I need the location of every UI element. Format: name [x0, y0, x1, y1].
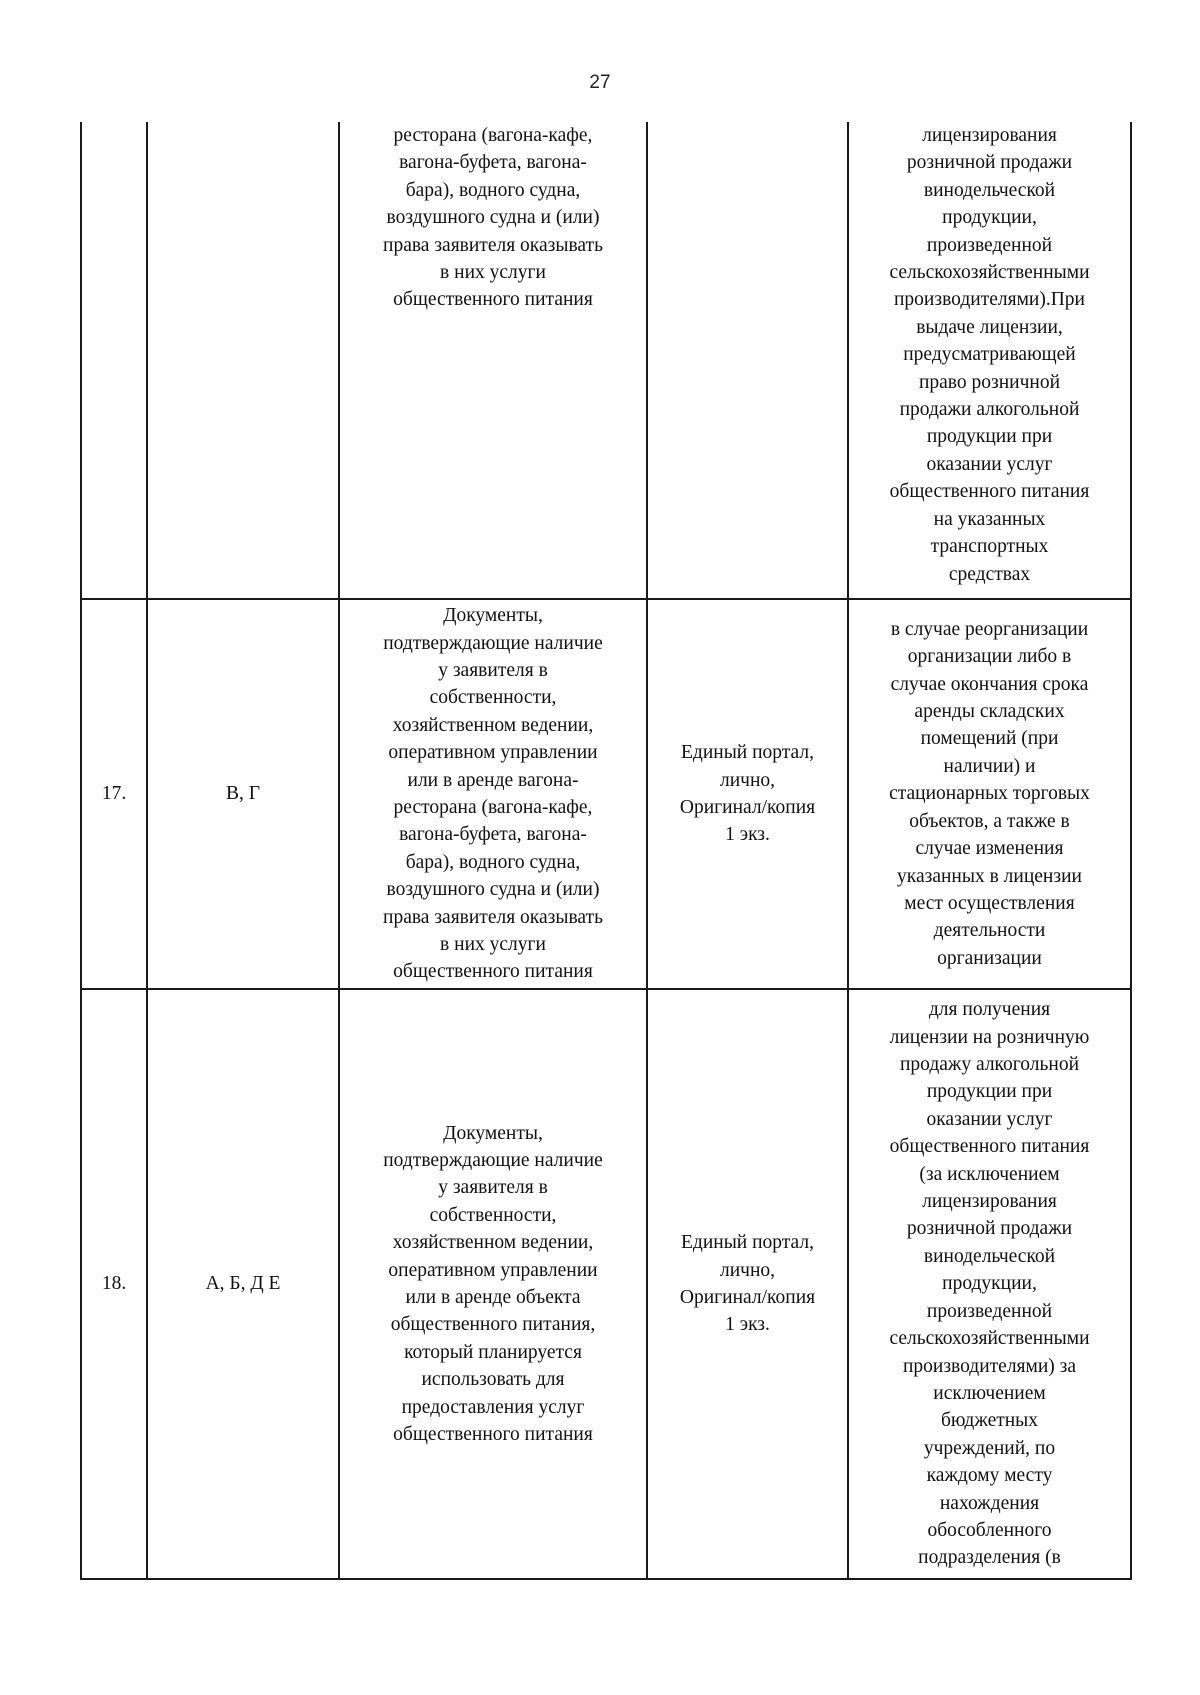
- submission-condition-line: аренды складских: [914, 701, 1065, 723]
- submission-condition-cell: [848, 122, 1131, 599]
- document-name-line: хозяйственном ведении,: [392, 714, 594, 736]
- submission-condition-line: продукции,: [942, 1273, 1037, 1295]
- submission-method-line: Оригинал/копия: [679, 797, 816, 818]
- submission-condition-line: лицензирования: [922, 125, 1057, 146]
- row-number: 17.: [101, 783, 127, 805]
- document-name-line: собственности,: [429, 1204, 557, 1226]
- submission-condition-line: производителями) за: [902, 1355, 1077, 1377]
- submission-condition-line: предусматривающей: [903, 344, 1076, 366]
- submission-method-line: Единый портал,: [681, 742, 814, 764]
- document-name-line: Документы,: [443, 605, 543, 627]
- applicant-codes-cell: [147, 122, 339, 599]
- document-name-line: или в аренде вагона-: [407, 769, 579, 791]
- document-name-line: ресторана (вагона-кафе,: [393, 797, 593, 818]
- document-name-cell: [339, 122, 647, 599]
- document-name-line: вагона-буфета, вагона-: [399, 152, 587, 174]
- submission-method-line: 1 экз.: [725, 824, 770, 846]
- submission-condition-line: организации: [937, 947, 1042, 969]
- submission-condition-line: лицензии на розничную: [889, 1026, 1090, 1048]
- submission-condition-line: в случае реорганизации: [890, 618, 1089, 640]
- submission-condition-line: каждому месту: [926, 1465, 1053, 1487]
- document-name-line: хозяйственном ведении,: [392, 1232, 594, 1254]
- document-name-line: оперативном управлении: [388, 742, 598, 764]
- submission-condition-line: винодельческой: [923, 179, 1056, 201]
- document-name-line: в них услуги: [440, 262, 546, 284]
- document-name-line: или в аренде объекта: [405, 1287, 581, 1308]
- submission-method-cell: [647, 599, 848, 989]
- submission-condition-line: право розничной: [918, 371, 1061, 393]
- row-number: 18.: [101, 1273, 127, 1295]
- submission-condition-line: бюджетных: [940, 1410, 1039, 1432]
- submission-condition-line: розничной продажи: [906, 1218, 1073, 1240]
- submission-condition-line: розничной продажи: [906, 152, 1073, 174]
- submission-method-line: лично,: [719, 1259, 776, 1281]
- submission-condition-line: объектов, а также в: [909, 810, 1070, 832]
- submission-condition-line: на указанных: [933, 508, 1046, 530]
- submission-method-cell: [647, 989, 848, 1579]
- submission-condition-line: наличии) и: [943, 755, 1036, 777]
- submission-method-line: лично,: [719, 769, 776, 791]
- submission-condition-line: стационарных торговых: [889, 783, 1090, 805]
- document-name-line: общественного питания: [393, 961, 593, 983]
- submission-condition-line: произведенной: [926, 234, 1053, 256]
- submission-condition-line: продажу алкогольной: [899, 1054, 1080, 1076]
- document-name-line: предоставления услуг: [401, 1396, 585, 1418]
- submission-condition-line: подразделения (в: [918, 1547, 1061, 1569]
- document-name-line: общественного питания: [393, 1424, 593, 1446]
- submission-condition-line: сельскохозяйственными: [889, 1328, 1090, 1350]
- submission-condition-line: случае окончания срока: [890, 673, 1089, 695]
- applicant-codes-cell: [147, 989, 339, 1579]
- submission-method-line: Единый портал,: [681, 1232, 814, 1254]
- document-name-cell: [339, 989, 647, 1579]
- document-name-line: воздушного судна и (или): [386, 207, 600, 229]
- document-name-line: Документы,: [443, 1122, 543, 1144]
- row-number-cell: [81, 989, 147, 1579]
- submission-condition-line: мест осуществления: [904, 892, 1075, 914]
- submission-condition-line: продукции при: [926, 426, 1053, 448]
- submission-condition-line: указанных в лицензии: [897, 865, 1082, 887]
- row-number-cell: [81, 599, 147, 989]
- document-name-line: в них услуги: [440, 934, 546, 956]
- document-name-line: собственности,: [429, 687, 557, 709]
- document-name-line: общественного питания,: [390, 1314, 596, 1336]
- submission-condition-line: сельскохозяйственными: [889, 262, 1090, 284]
- document-name-line: ресторана (вагона-кафе,: [393, 125, 593, 146]
- document-name-line: вагона-буфета, вагона-: [399, 824, 587, 846]
- submission-condition-line: оказании услуг: [926, 1108, 1053, 1130]
- submission-method-cell: [647, 122, 848, 599]
- submission-method-line: 1 экз.: [725, 1314, 770, 1336]
- document-name-line: у заявителя в: [438, 659, 548, 681]
- document-name-line: который планируется: [404, 1341, 582, 1363]
- submission-condition-line: транспортных: [930, 536, 1049, 558]
- submission-condition-line: производителями).При: [894, 289, 1085, 311]
- submission-condition-line: учреждений, по: [923, 1437, 1056, 1459]
- submission-condition-line: помещений (при: [920, 728, 1059, 750]
- submission-condition-line: случае изменения: [915, 838, 1064, 860]
- submission-condition-line: выдаче лицензии,: [916, 316, 1063, 338]
- submission-condition-line: нахождения: [939, 1492, 1040, 1514]
- submission-condition-line: лицензирования: [922, 1191, 1057, 1213]
- document-name-line: бара), водного судна,: [405, 851, 581, 873]
- submission-condition-line: винодельческой: [923, 1245, 1056, 1267]
- submission-condition-cell: [848, 599, 1131, 989]
- submission-condition-line: оказании услуг: [926, 453, 1053, 475]
- document-name-line: оперативном управлении: [388, 1259, 598, 1281]
- document-name-line: права заявителя оказывать: [383, 234, 603, 256]
- applicant-codes: В, Г: [225, 783, 261, 805]
- submission-condition-line: общественного питания: [889, 481, 1090, 503]
- document-name-line: воздушного судна и (или): [386, 879, 600, 901]
- document-name-line: бара), водного судна,: [405, 179, 581, 201]
- applicant-codes: А, Б, Д Е: [205, 1273, 281, 1295]
- submission-condition-cell: [848, 989, 1131, 1579]
- submission-method-line: Оригинал/копия: [679, 1287, 816, 1308]
- submission-condition-line: деятельности: [933, 920, 1046, 942]
- submission-condition-line: для получения: [928, 999, 1051, 1021]
- table-body: [81, 122, 1131, 1579]
- submission-condition-line: продукции,: [942, 207, 1037, 229]
- submission-condition-line: продукции при: [926, 1081, 1053, 1103]
- submission-condition-line: (за исключением: [919, 1163, 1060, 1185]
- document-name-line: подтверждающие наличие: [383, 632, 603, 654]
- submission-condition-line: обособленного: [927, 1519, 1052, 1541]
- documents-table: [80, 122, 1132, 1580]
- document-name-cell: [339, 599, 647, 989]
- submission-condition-line: продажи алкогольной: [899, 399, 1080, 421]
- row-number-cell: [81, 122, 147, 599]
- document-name-line: общественного питания: [393, 289, 593, 311]
- table-row: [81, 122, 1131, 599]
- document-name-line: использовать для: [421, 1369, 565, 1391]
- document-name-line: подтверждающие наличие: [383, 1149, 603, 1171]
- document-name-line: права заявителя оказывать: [383, 906, 603, 928]
- document-name-line: у заявителя в: [438, 1177, 548, 1199]
- page-number: 27: [589, 72, 611, 93]
- submission-condition-line: общественного питания: [889, 1136, 1090, 1158]
- applicant-codes-cell: [147, 599, 339, 989]
- table-row: [81, 599, 1131, 989]
- submission-condition-line: средствах: [948, 563, 1031, 585]
- submission-condition-line: произведенной: [926, 1300, 1053, 1322]
- submission-condition-line: исключением: [933, 1382, 1046, 1404]
- submission-condition-line: организации либо в: [907, 646, 1072, 668]
- table-row: [81, 989, 1131, 1579]
